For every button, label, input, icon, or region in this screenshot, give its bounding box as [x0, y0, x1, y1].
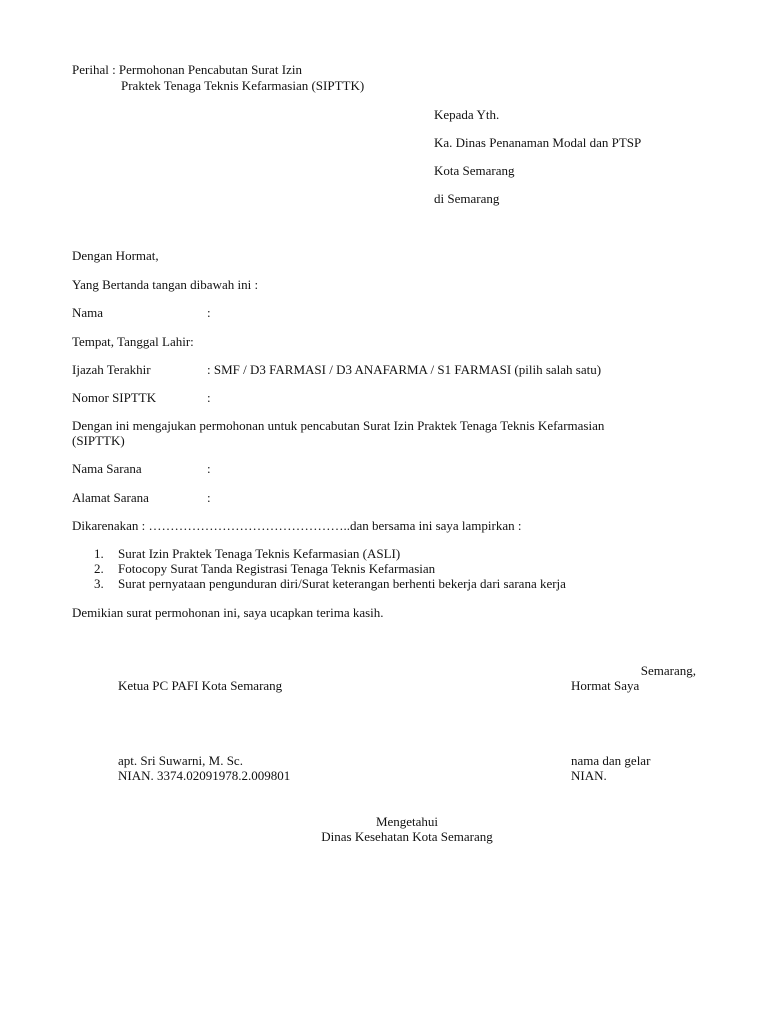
- acknowledge-line-1: Mengetahui: [375, 814, 439, 829]
- right-signatory-title: Hormat Saya: [571, 678, 640, 693]
- right-signatory-name: nama dan gelar: [571, 753, 651, 768]
- right-signatory-nian: NIAN.: [571, 768, 607, 783]
- attachment-num: 3.: [94, 576, 104, 591]
- subject-line-2: Praktek Tenaga Teknis Kefarmasian (SIPTTK): [121, 78, 365, 93]
- field-nama-sep: :: [207, 305, 211, 320]
- field-ijazah-sep: :: [207, 362, 211, 377]
- left-signatory-name: apt. Sri Suwarni, M. Sc.: [118, 753, 243, 768]
- attachment-text: Fotocopy Surat Tanda Registrasi Tenaga Teknis Kefarmasian: [118, 561, 436, 576]
- attachment-num: 2.: [94, 561, 104, 576]
- field-ttl-label: Tempat, Tanggal Lahir:: [72, 334, 194, 349]
- field-nama-label: Nama: [72, 305, 104, 320]
- field-ijazah-label: Ijazah Terakhir: [72, 362, 151, 377]
- body-line-2: (SIPTTK): [72, 433, 125, 448]
- sarana-alamat-sep: :: [207, 490, 211, 505]
- field-ijazah-text: SMF / D3 FARMASI / D3 ANAFARMA / S1 FARMASI (pilih salah satu): [213, 362, 602, 377]
- left-signatory-title: Ketua PC PAFI Kota Semarang: [118, 678, 283, 693]
- body-line-1: Dengan ini mengajukan permohonan untuk pencabutan Surat Izin Praktek Tenaga Teknis Kefarmasian: [72, 418, 605, 433]
- salutation: Dengan Hormat,: [72, 248, 159, 263]
- recipient-line-2: Ka. Dinas Penanaman Modal dan PTSP: [434, 135, 642, 150]
- reason-line: Dikarenakan : ………………………………………..dan bersama ini saya lampirkan :: [72, 518, 522, 533]
- recipient-line-4: di Semarang: [434, 191, 500, 206]
- field-ijazah-value: [207, 362, 601, 377]
- sarana-nama-label: Nama Sarana: [72, 461, 142, 476]
- sarana-alamat-label: Alamat Sarana: [72, 490, 149, 505]
- left-signatory-nian: NIAN. 3374.02091978.2.009801: [118, 768, 291, 783]
- closing-text: Demikian surat permohonan ini, saya ucapkan terima kasih.: [72, 605, 384, 620]
- acknowledge-line-2: Dinas Kesehatan Kota Semarang: [321, 829, 493, 844]
- field-nomor-label: Nomor SIPTTK: [72, 390, 157, 405]
- attachment-text: Surat pernyataan pengunduran diri/Surat keterangan berhenti bekerja dari sarana kerja: [118, 576, 566, 591]
- field-nomor-sep: :: [207, 390, 211, 405]
- signature-place: Semarang,: [640, 663, 696, 678]
- attachment-num: 1.: [94, 546, 104, 561]
- recipient-line-1: Kepada Yth.: [434, 107, 500, 122]
- subject-line-1: Perihal : Permohonan Pencabutan Surat Izin: [72, 62, 302, 77]
- sarana-nama-sep: :: [207, 461, 211, 476]
- intro-text: Yang Bertanda tangan dibawah ini :: [72, 277, 259, 292]
- recipient-line-3: Kota Semarang: [434, 163, 515, 178]
- attachment-text: Surat Izin Praktek Tenaga Teknis Kefarmasian (ASLI): [118, 546, 401, 561]
